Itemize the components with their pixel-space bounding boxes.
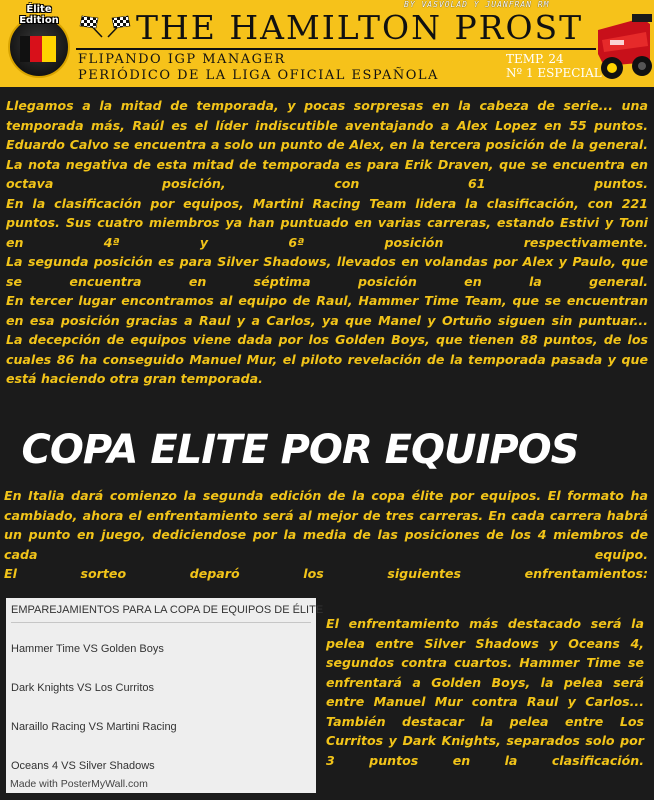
masthead-divider [76,48,596,50]
commentary [326,614,644,770]
newspaper-title: THE HAMILTON PROST [136,8,584,47]
pairings-title: EMPAREJAMIENTOS PARA LA COPA DE EQUIPOS DE ÉLITE [11,604,324,616]
pairing-item: Oceans 4 VS Silver Shadows [11,760,155,772]
postermywall-watermark: Made with PosterMyWall.com [10,778,148,790]
article-paragraph: La decepción de equipos viene dada por los Golden Boys, que tienen 88 puntos, de los cuales 86 ha conseguido Manuel Mur, el piloto revelación de la temporada pasada y que está haciendo otra gran temporada. [6,332,648,386]
authors-credit: BY VASVOLAD Y JUANFRAN RM [404,0,550,9]
pairing-item: Hammer Time VS Golden Boys [11,643,164,655]
article-paragraph: En tercer lugar encontramos al equipo de Raul, Hammer Time Team, que se encuentran en esa posición gracias a Raul y a Carlos, ya que Manel y Ortuño siguen sin puntuar... [6,293,648,328]
pairings-panel [6,598,324,793]
race-car-icon [592,10,654,82]
elite-edition-logo [4,2,74,84]
section-heading: COPA ELITE POR EQUIPOS [21,427,579,473]
draw-paragraph: El sorteo deparó los siguientes enfrentamientos: [4,566,648,581]
pairings-divider [11,622,311,623]
issue-label: Nº 1 ESPECIAL [506,66,602,80]
article-body [6,96,648,389]
article-paragraph: En la clasificación por equipos, Martini Racing Team lidera la clasificación, con 221 puntos. Sus cuatro miembros ya han puntuado en varias carreras, estando Estivi y Toni en 4ª y 6ª posición respectivamente. [6,195,648,250]
article-paragraph: La segunda posición es para Silver Shadows, llevados en volandas por Alex y Paulo, que se encuentra en séptima posición en la general. [6,254,648,289]
season-label: TEMP. 24 [506,52,564,66]
masthead [0,0,654,87]
pairing-item: Dark Knights VS Los Curritos [11,682,155,694]
article-paragraph: Llegamos a la mitad de temporada, y pocas sorpresas en la cabeza de serie... una temporada más, Raúl es el líder indiscutible aventajando a Alex Lopez en 55 puntos. Eduardo Calvo se encuentra a solo un punto de Alex, en la tercera posición de la general. La nota negativa de esta mitad de temporada es para Erik Draven, que se encuentra en octava posición, con 61 puntos. [6,98,648,191]
subtitle-primary: FLIPANDO IGP MANAGER [78,52,286,67]
subtitle-secondary: PERIÓDICO DE LA LIGA OFICIAL ESPAÑOLA [78,68,439,83]
intro-paragraph: En Italia dará comienzo la segunda edición de la copa élite por equipos. El formato ha cambiado, ahora el enfrentamiento será al mejor de tres carreras. En cada carrera habrá un punto en juego, dediciendose por la media de las posiciones de los 4 miembros de cada equipo. [4,488,648,562]
logo-line1: Élite [26,4,52,15]
checkered-flags-icon [78,14,132,38]
commentary-paragraph: El enfrentamiento más destacado será la pelea entre Silver Shadows y Oceans 4, segundos contra cuartos. Hammer Time se enfrentará a Golden Boys, la pelea será entre Manuel Mur contra Raul y Carlos... También destacar la pelea entre Los Curritos y Dark Knights, separados solo por 3 puntos en la clasificación. [326,616,644,768]
logo-line2: Edition [19,15,59,26]
pairing-item: Naraillo Racing VS Martini Racing [11,721,177,733]
section-intro [4,486,648,584]
